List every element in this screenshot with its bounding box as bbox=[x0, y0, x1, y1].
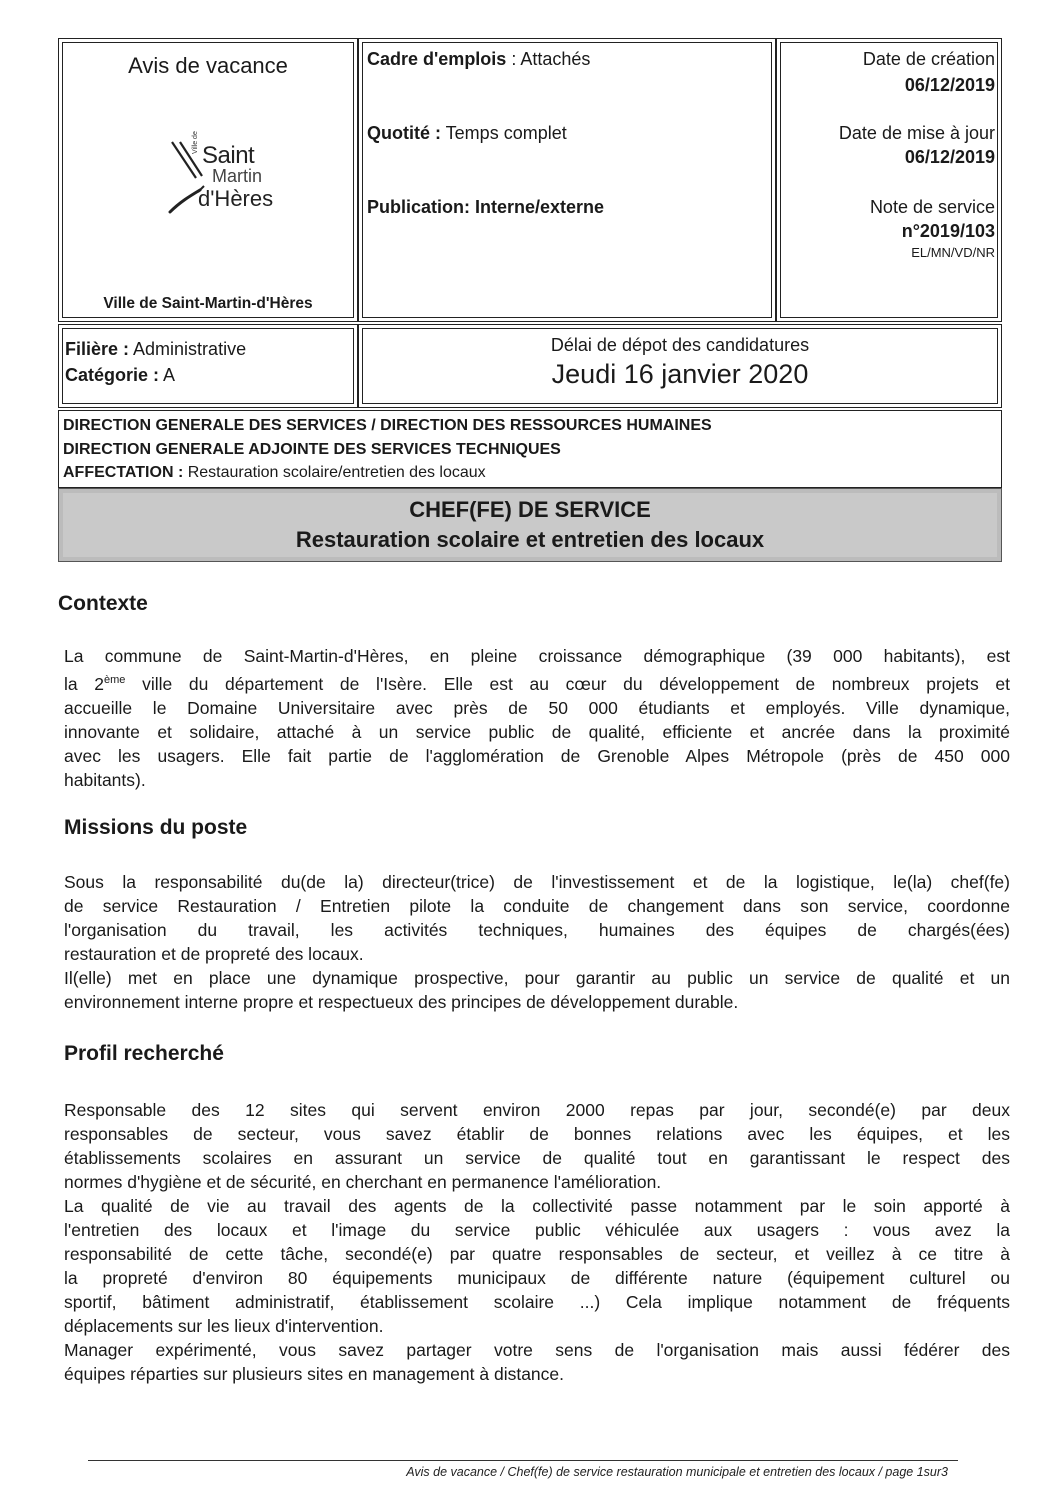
date-creation-value: 06/12/2019 bbox=[904, 75, 995, 95]
direction-cell bbox=[58, 410, 1002, 488]
profil-line: sportif, bâtiment administratif, établissement scolaire ...) Cela implique notamment de fréquents bbox=[64, 1292, 1010, 1312]
cadre-label: Cadre d'emplois bbox=[367, 49, 507, 69]
contexte-line: habitants). bbox=[64, 769, 146, 790]
missions-line: de service Restauration / Entretien pilote la conduite de changement dans son service, coordonne bbox=[64, 896, 1010, 916]
job-title-banner bbox=[58, 488, 1002, 562]
contexte-paragraph bbox=[64, 644, 1010, 792]
profil-line: établissements scolaires en assurant un service de qualité tout en garantissant le respect des bbox=[64, 1148, 1010, 1168]
filiere-row bbox=[65, 339, 246, 360]
contexte-heading: Contexte bbox=[58, 592, 148, 615]
missions-line: restauration et de propreté des locaux. bbox=[64, 944, 364, 964]
note-label: Note de service bbox=[869, 197, 995, 217]
contexte-line: accueille le Domaine Universitaire avec près de 50 000 étudiants et employés. Ville dynamique, bbox=[64, 697, 1010, 718]
footer-rule bbox=[88, 1460, 958, 1461]
date-creation-label: Date de création bbox=[862, 49, 995, 69]
profil-line: normes d'hygiène et de sécurité, en cherchant en permanence l'amélioration. bbox=[64, 1172, 662, 1192]
logo-text-saint: Saint bbox=[202, 142, 255, 169]
affectation-row bbox=[63, 464, 486, 482]
profil-line: équipes réparties sur plusieurs sites en management à distance. bbox=[64, 1364, 564, 1384]
profil-heading: Profil recherché bbox=[64, 1042, 224, 1065]
profil-paragraph bbox=[64, 1098, 1010, 1386]
profil-line: déplacements sur les lieux d'intervention. bbox=[64, 1316, 384, 1336]
profil-line: la propreté d'environ 80 équipements municipaux de différente nature (équipement culturel ou bbox=[64, 1268, 1010, 1288]
quotite-label: Quotité : bbox=[367, 123, 441, 143]
cadre-row bbox=[367, 49, 590, 70]
direction-line1: DIRECTION GENERALE DES SERVICES / DIRECTION DES RESSOURCES HUMAINES bbox=[63, 417, 712, 434]
logo-text-heres: d'Hères bbox=[198, 186, 274, 211]
missions-line: l'organisation du travail, les activités techniques, humaines des équipes de chargés(ées) bbox=[64, 920, 1010, 940]
profil-line: Responsable des 12 sites qui servent environ 2000 repas par jour, secondé(e) par deux bbox=[64, 1100, 1010, 1120]
publication-label: Publication: Interne/externe bbox=[367, 197, 605, 217]
affectation-value: Restauration scolaire/entretien des locaux bbox=[183, 464, 486, 481]
profil-line: La qualité de vie au travail des agents de la collectivité passe notamment par le soin apporté à bbox=[64, 1196, 1010, 1216]
profil-line: Manager expérimenté, vous savez partager votre sens de l'organisation mais aussi fédérer des bbox=[64, 1340, 1010, 1360]
direction-line2: DIRECTION GENERALE ADJOINTE DES SERVICES TECHNIQUES bbox=[63, 441, 561, 458]
missions-line: environnement interne propre et respectueux des principes de développement durable. bbox=[64, 992, 739, 1012]
profil-line: responsabilité de cette tâche, secondé(e) par quatre responsables de secteur, et veillez à ce titre à bbox=[64, 1244, 1010, 1264]
profil-line: responsables de secteur, vous savez établir de bonnes relations avec les équipes, et les bbox=[64, 1124, 1010, 1144]
ville-label: Ville de Saint-Martin-d'Hères bbox=[103, 295, 313, 312]
job-title: CHEF(FE) DE SERVICE bbox=[409, 497, 651, 522]
contexte-line: la 2ème ville du département de l'Isère. Elle est au cœur du développement de nombreux projets et bbox=[64, 673, 1010, 694]
job-subtitle: Restauration scolaire et entretien des locaux bbox=[295, 527, 765, 552]
quotite-row bbox=[367, 123, 567, 144]
filiere-value: Administrative bbox=[129, 339, 247, 359]
quotite-value: Temps complet bbox=[441, 123, 567, 143]
delai-label: Délai de dépot des candidatures bbox=[550, 335, 810, 355]
missions-paragraph bbox=[64, 870, 1010, 1014]
cadre-value: : Attachés bbox=[506, 49, 591, 69]
date-maj-label: Date de mise à jour bbox=[838, 123, 995, 143]
logo-text-martin: Martin bbox=[212, 166, 263, 186]
delai-cell bbox=[358, 324, 1002, 408]
contexte-line: La commune de Saint-Martin-d'Hères, en pleine croissance démographique (39 000 habitants), est bbox=[64, 646, 1010, 666]
missions-line: Sous la responsabilité du(de la) directeur(trice) de l'investissement et de la logistique, le(la) chef(fe) bbox=[64, 872, 1010, 892]
categorie-label: Catégorie : bbox=[65, 365, 160, 385]
city-logo bbox=[168, 131, 288, 224]
header-cadre-cell bbox=[358, 38, 776, 322]
filiere-cell bbox=[58, 324, 358, 408]
profil-line: l'entretien des locaux et l'image du service public véhiculée aux usagers : vous avez la bbox=[64, 1220, 1010, 1240]
note-ref: EL/MN/VD/NR bbox=[911, 245, 995, 260]
categorie-row bbox=[65, 365, 175, 386]
filiere-label: Filière : bbox=[65, 339, 130, 359]
missions-line: Il(elle) met en place une dynamique prospective, pour garantir au public un service de qualité et un bbox=[64, 968, 1010, 988]
avis-title: Avis de vacance bbox=[128, 53, 288, 78]
contexte-line: innovante et solidaire, attaché à un service public de qualité, efficiente et ancrée dans la proximité bbox=[64, 721, 1010, 742]
categorie-value: A bbox=[159, 365, 176, 385]
contexte-line: avec les usagers. Elle fait partie de l'agglomération de Grenoble Alpes Métropole (près de 450 000 bbox=[64, 745, 1010, 766]
affectation-label: AFFECTATION : bbox=[63, 464, 184, 481]
date-maj-value: 06/12/2019 bbox=[904, 147, 995, 167]
missions-heading: Missions du poste bbox=[64, 816, 248, 839]
logo-vertical-text: Ville de bbox=[192, 131, 199, 154]
footer-text: Avis de vacance / Chef(fe) de service restauration municipale et entretien des locaux / page 1sur3 bbox=[406, 1465, 948, 1479]
note-value: n°2019/103 bbox=[901, 221, 995, 241]
delai-value: Jeudi 16 janvier 2020 bbox=[551, 359, 809, 389]
header-date-cell bbox=[776, 38, 1002, 322]
